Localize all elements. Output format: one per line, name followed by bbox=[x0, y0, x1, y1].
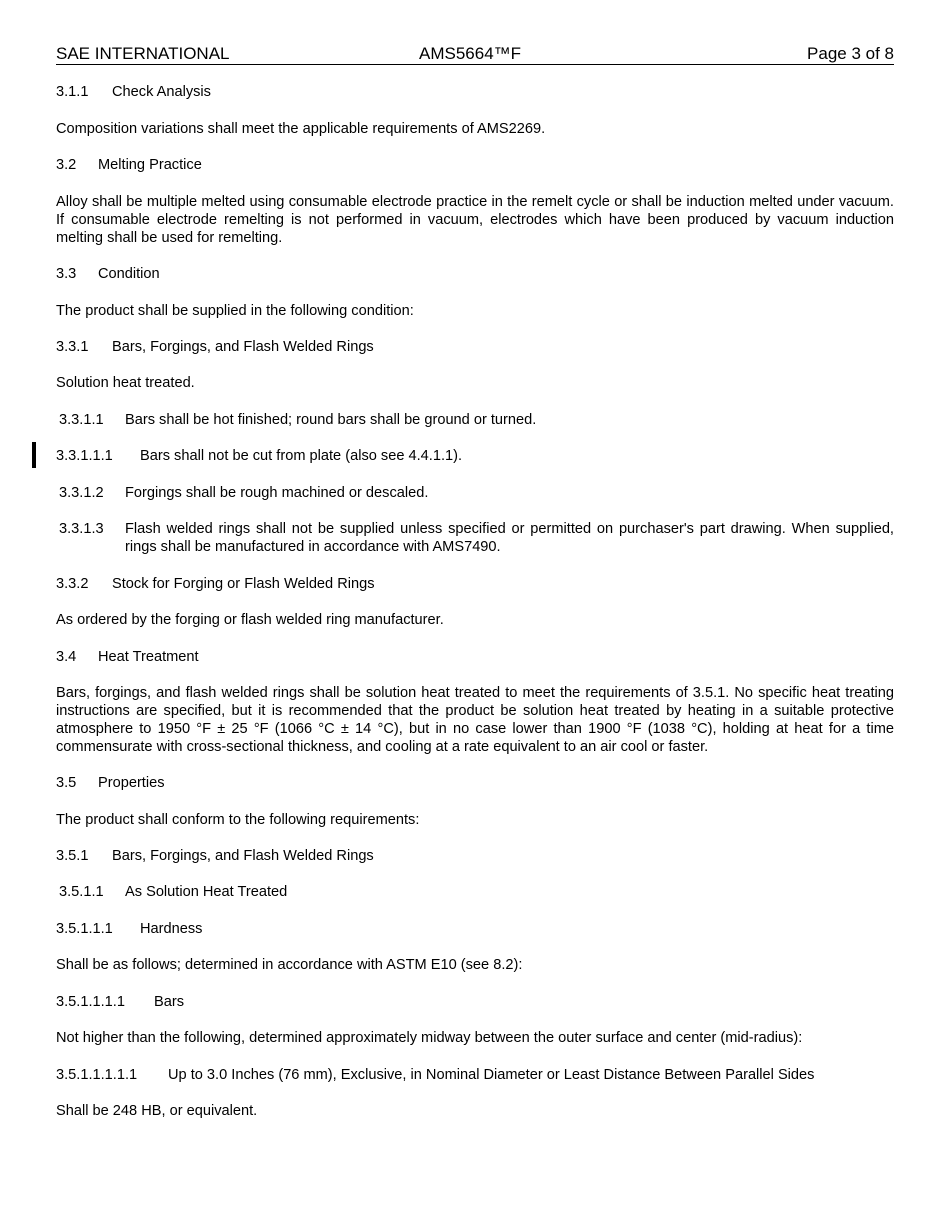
clause-text: Bars shall not be cut from plate (also see 4.4.1.1). bbox=[140, 448, 463, 464]
clause-number: 3.3.1.1 bbox=[59, 412, 104, 428]
clause-number: 3.3.1.3 bbox=[59, 521, 104, 537]
clause-3-3-1-1-1 bbox=[56, 447, 894, 465]
document-page bbox=[56, 42, 894, 1119]
clause-text: Forgings shall be rough machined or descaled. bbox=[125, 485, 429, 501]
section-heading-3-3 bbox=[56, 265, 894, 283]
section-heading-3-5-1-1-1 bbox=[56, 920, 894, 938]
section-heading-3-5-1 bbox=[56, 847, 894, 865]
section-heading-3-3-2 bbox=[56, 575, 894, 593]
clause-3-3-1-2 bbox=[59, 484, 894, 502]
section-heading-3-1-1 bbox=[56, 83, 894, 101]
section-title: Up to 3.0 Inches (76 mm), Exclusive, in Nominal Diameter or Least Distance Between Parallel Sides bbox=[168, 1067, 815, 1083]
section-number: 3.3 bbox=[56, 266, 77, 282]
section-heading-3-5 bbox=[56, 774, 894, 792]
section-number: 3.3.1 bbox=[56, 339, 89, 355]
paragraph-3-3-1: Solution heat treated. bbox=[56, 375, 195, 391]
paragraph-3-5-1-1-1-1-1: Shall be 248 HB, or equivalent. bbox=[56, 1103, 258, 1119]
paragraph-3-5-1-1-1-1: Not higher than the following, determined approximately midway between the outer surface and center (mid-radius): bbox=[56, 1030, 803, 1046]
section-number: 3.5 bbox=[56, 775, 77, 791]
section-heading-3-4 bbox=[56, 648, 894, 666]
section-title: Heat Treatment bbox=[98, 649, 199, 665]
clause-text: Bars shall be hot finished; round bars shall be ground or turned. bbox=[125, 412, 537, 428]
header-page-number: Page 3 of 8 bbox=[807, 44, 894, 63]
revision-change-bar bbox=[32, 442, 36, 468]
header-organization: SAE INTERNATIONAL bbox=[56, 44, 230, 63]
paragraph-3-5: The product shall conform to the following requirements: bbox=[56, 812, 420, 828]
section-heading-3-5-1-1-1-1 bbox=[56, 993, 894, 1011]
section-number: 3.5.1.1.1.1.1 bbox=[56, 1067, 138, 1083]
section-title: Bars, Forgings, and Flash Welded Rings bbox=[112, 339, 374, 355]
clause-3-3-1-3 bbox=[59, 520, 894, 556]
clause-number: 3.3.1.2 bbox=[59, 485, 104, 501]
section-number: 3.3.2 bbox=[56, 576, 89, 592]
section-title: As Solution Heat Treated bbox=[125, 884, 288, 900]
section-title: Bars bbox=[154, 994, 185, 1010]
section-number: 3.4 bbox=[56, 649, 77, 665]
clause-text: Flash welded rings shall not be supplied unless specified or permitted on purchaser's part drawing. When supplied, rings shall be manufactured in accordance with AMS7490. bbox=[125, 521, 894, 555]
section-number: 3.2 bbox=[56, 157, 77, 173]
paragraph-3-3: The product shall be supplied in the following condition: bbox=[56, 303, 414, 319]
section-title: Check Analysis bbox=[112, 84, 211, 100]
section-heading-3-5-1-1-1-1-1 bbox=[56, 1066, 894, 1084]
section-title: Properties bbox=[98, 775, 165, 791]
section-title: Condition bbox=[98, 266, 160, 282]
section-number: 3.5.1.1 bbox=[59, 884, 104, 900]
section-title: Bars, Forgings, and Flash Welded Rings bbox=[112, 848, 374, 864]
paragraph-3-2: Alloy shall be multiple melted using consumable electrode practice in the remelt cycle or shall be induction melted under vacuum. If consumable electrode remelting is not performed in vacuum, electrodes which have been produced by vacuum induction melting shall be used for remelting. bbox=[56, 194, 894, 246]
section-heading-3-5-1-1 bbox=[59, 883, 897, 901]
section-number: 3.5.1.1.1.1 bbox=[56, 994, 125, 1010]
clause-number: 3.3.1.1.1 bbox=[56, 448, 113, 464]
section-heading-3-2 bbox=[56, 156, 894, 174]
section-title: Stock for Forging or Flash Welded Rings bbox=[112, 576, 375, 592]
section-title: Melting Practice bbox=[98, 157, 202, 173]
section-number: 3.5.1.1.1 bbox=[56, 921, 113, 937]
section-heading-3-3-1 bbox=[56, 338, 894, 356]
paragraph-3-1-1: Composition variations shall meet the applicable requirements of AMS2269. bbox=[56, 121, 546, 137]
section-title: Hardness bbox=[140, 921, 203, 937]
section-number: 3.1.1 bbox=[56, 84, 89, 100]
header-document-number: AMS5664™F bbox=[419, 44, 522, 63]
paragraph-3-4: Bars, forgings, and flash welded rings shall be solution heat treated to meet the requirements of 3.5.1. No specific heat treating instructions are specified, but it is recommended that the product be solution heat treated by heating in a suitable protective atmosphere to 1950 °F ± 25 °F (1066 °C ± 14 °C), but in no case lower than 1900 °F (1038 °C), holding at heat for a time commensurate with cross-sectional thickness, and cooling at a rate equivalent to an air cool or faster. bbox=[56, 685, 894, 755]
page-header bbox=[56, 42, 894, 65]
paragraph-3-5-1-1-1: Shall be as follows; determined in accordance with ASTM E10 (see 8.2): bbox=[56, 957, 523, 973]
paragraph-3-3-2: As ordered by the forging or flash welded ring manufacturer. bbox=[56, 612, 444, 628]
clause-3-3-1-1 bbox=[59, 411, 894, 429]
section-number: 3.5.1 bbox=[56, 848, 89, 864]
